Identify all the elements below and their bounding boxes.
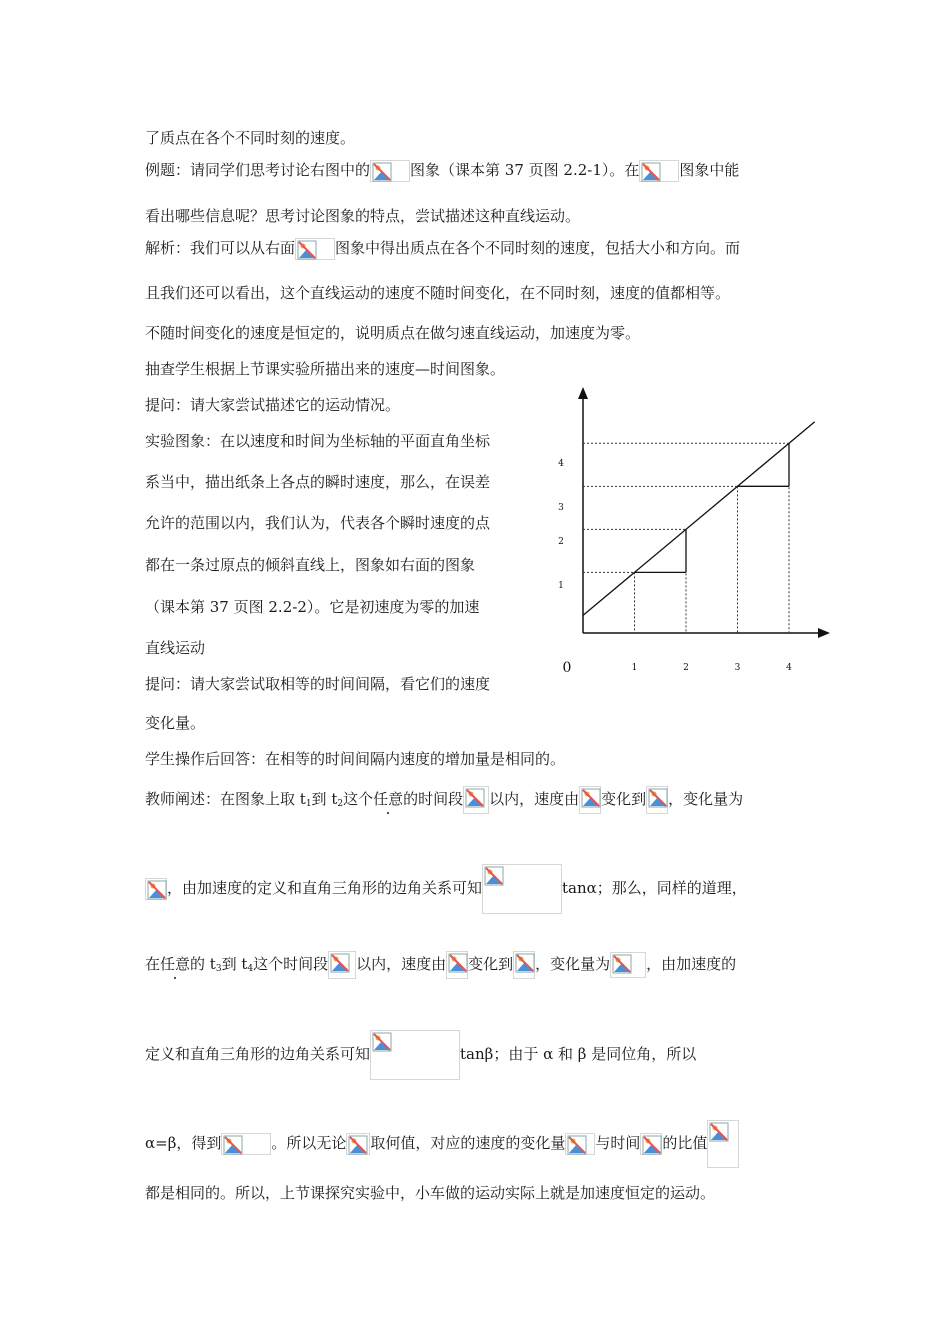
text-segment: 变化到 [601,790,647,808]
subscript: 4 [247,964,254,974]
x-tick-label: 3 [734,663,741,673]
y-tick-label: 4 [558,459,564,469]
text-line-11: 允许的范围以内，我们认为，代表各个瞬时速度的点 [145,514,491,532]
text-segment: ，变化量为 [668,790,744,808]
text-segment: 到 t [221,955,248,973]
text-segment: 的比值 [662,1134,708,1152]
text-line-9: 实验图象：在以速度和时间为坐标轴的平面直角坐标 [145,432,491,450]
text-segment: 图象中得出质点在各个不同时刻的速度，包括大小和方向。而 [335,239,741,257]
text-line-4 [145,238,740,260]
text-segment: 变化到 [468,955,514,973]
text-line-22 [145,1120,739,1168]
text-line-5: 且我们还可以看出，这个直线运动的速度不随时间变化，在不同时刻，速度的值都相等。 [145,284,731,302]
text-segment: 定义和直角三角形的边角关系可知 [145,1045,371,1063]
text-segment: 例题：请同学们思考讨论右图中的 [145,161,371,179]
broken-image-icon [707,1120,739,1168]
broken-image-icon [646,786,668,814]
text-line-1: 了质点在各个不同时刻的速度。 [145,129,356,147]
broken-image-icon [513,951,535,979]
text-line-19 [145,864,747,914]
text-line-21 [145,1030,696,1080]
broken-image-icon [446,951,468,979]
x-tick-label: 1 [631,663,638,673]
text-segment: tanβ；由于 α 和 β 是同位角，所以 [460,1045,697,1063]
text-segment: 这个 [343,790,374,808]
broken-image-icon [370,160,410,182]
velocity-time-graph [550,385,840,685]
text-line-7: 抽查学生根据上节课实验所描出来的速度—时间图象。 [145,360,506,378]
text-line-14: 直线运动 [145,639,206,657]
broken-image-icon [328,951,356,979]
text-segment: α=β，得到 [145,1134,222,1152]
text-segment: 这个时间段 [253,955,329,973]
text-segment: 到 t [311,790,338,808]
text-segment: 的时间段 [403,790,464,808]
emphasis-text: 任意 [373,790,404,808]
text-segment: 解析：我们可以从右面 [145,239,296,257]
broken-image-icon [640,1133,662,1155]
y-tick-label: 2 [558,537,564,547]
text-line-2 [145,160,739,182]
x-axis-arrow [818,628,830,638]
subscript: 3 [215,964,222,974]
text-line-17: 学生操作后回答：在相等的时间间隔内速度的增加量是相同的。 [145,750,566,768]
series-line [583,422,815,616]
broken-image-icon [370,1030,460,1080]
broken-image-icon [463,786,489,814]
text-line-6: 不随时间变化的速度是恒定的，说明质点在做匀速直线运动，加速度为零。 [145,324,641,342]
text-segment: ，变化量为 [535,955,611,973]
text-segment: 教师阐述：在图象上取 t [145,790,306,808]
y-axis-arrow [578,387,588,399]
broken-image-icon [221,1133,271,1155]
text-segment: 图象中能 [679,161,740,179]
broken-image-icon [579,786,601,814]
emphasis-text: 任意 [160,955,191,973]
text-segment: tanα；那么，同样的道理， [562,879,747,897]
text-line-15: 提问：请大家尝试取相等的时间间隔，看它们的速度 [145,675,491,693]
text-segment: 图象（课本第 37 页图 2.2-1）。在 [410,161,640,179]
text-line-18 [145,786,743,814]
text-segment: ，由加速度的定义和直角三角形的边角关系可知 [167,879,483,897]
text-line-8: 提问：请大家尝试描述它的运动情况。 [145,396,401,414]
text-segment: 取何值，对应的速度的变化量 [370,1134,566,1152]
text-line-13: （课本第 37 页图 2.2-2）。它是初速度为零的加速 [145,598,480,616]
graph-layer [558,387,830,676]
x-tick-label: 4 [786,663,792,673]
broken-image-icon [295,238,335,260]
text-segment: 。所以无论 [271,1134,347,1152]
text-line-23: 都是相同的。所以，上节课探究实验中，小车做的运动实际上就是加速度恒定的运动。 [145,1184,716,1202]
text-line-20 [145,951,736,979]
text-segment: 的 t [190,955,216,973]
origin-label: 0 [562,660,572,676]
text-segment: ，由加速度的 [646,955,737,973]
subscript: 1 [305,799,312,809]
text-line-16: 变化量。 [145,714,206,732]
text-segment: 在 [145,955,161,973]
text-line-10: 系当中，描出纸条上各点的瞬时速度，那么，在误差 [145,473,491,491]
broken-image-icon [565,1133,595,1155]
broken-image-icon [639,160,679,182]
broken-image-icon [610,952,646,978]
y-tick-label: 3 [558,503,564,513]
subscript: 2 [337,799,344,809]
text-segment: 以内，速度由 [356,955,447,973]
y-tick-label: 1 [558,581,564,591]
text-line-12: 都在一条过原点的倾斜直线上，图象如右面的图象 [145,556,476,574]
broken-image-icon [145,878,167,900]
broken-image-icon [482,864,562,914]
text-segment: 以内，速度由 [489,790,580,808]
text-segment: 与时间 [595,1134,641,1152]
broken-image-icon [346,1133,370,1155]
x-tick-label: 2 [683,663,689,673]
text-line-3: 看出哪些信息呢？思考讨论图象的特点，尝试描述这种直线运动。 [145,207,581,225]
